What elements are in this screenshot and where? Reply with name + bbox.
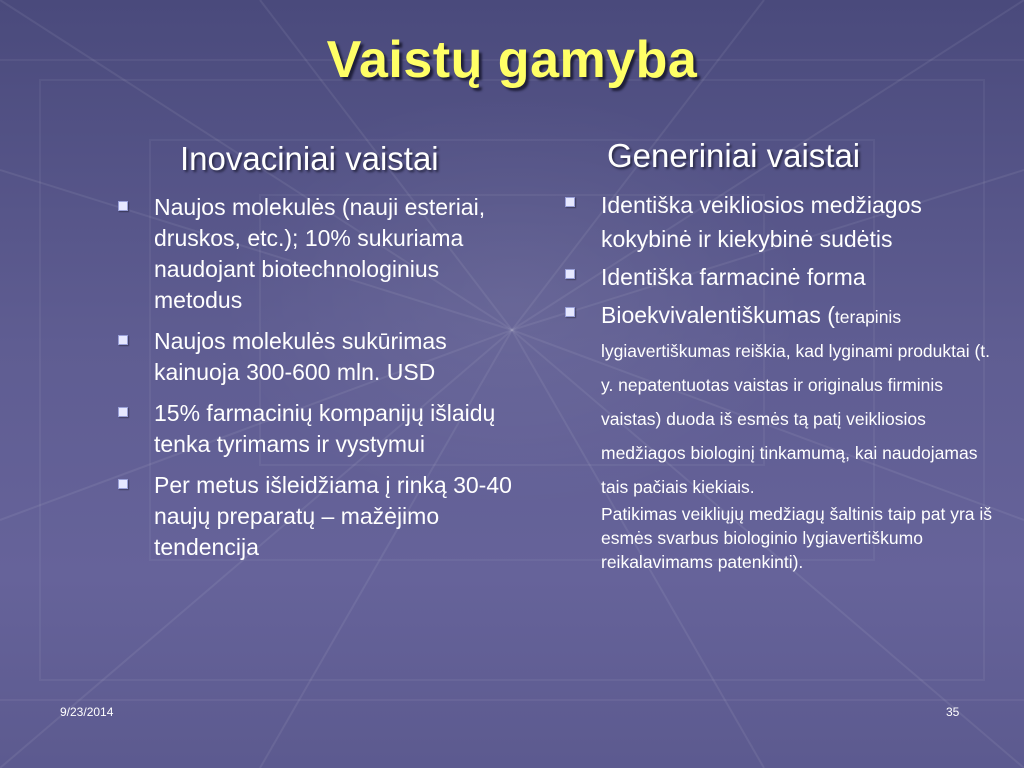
left-bullet-list bbox=[116, 192, 516, 573]
slide-number: 35 bbox=[946, 705, 960, 719]
bioequivalence-detail-2: Patikimas veikliųjų medžiagų šaltinis taip pat yra iš esmės svarbus biologinio lygiavertiškumo reikalavimams patenkinti). bbox=[601, 504, 992, 572]
square-bullet-icon bbox=[565, 269, 575, 279]
bioequivalence-label: Bioekvivalentiškumas ( bbox=[601, 302, 835, 328]
right-column-heading: Generiniai vaistai bbox=[607, 137, 861, 174]
list-item-text: Naujos molekulės sukūrimas kainuoja 300-600 mln. USD bbox=[154, 328, 447, 385]
list-item bbox=[116, 398, 516, 460]
left-column-heading: Inovaciniai vaistai bbox=[180, 140, 439, 177]
list-item-text: Naujos molekulės (nauji esteriai, druskos, etc.); 10% sukuriama naudojant biotechnologinius metodus bbox=[154, 194, 486, 313]
slide-title: Vaistų gamyba bbox=[326, 31, 698, 89]
list-item-text: Identiška farmacinė forma bbox=[601, 264, 866, 290]
list-item-text: Identiška veikliosios medžiagos kokybinė ir kiekybinė sudėtis bbox=[601, 192, 922, 252]
right-bullet-list bbox=[563, 188, 993, 578]
square-bullet-icon bbox=[118, 479, 128, 489]
list-item bbox=[563, 188, 993, 256]
square-bullet-icon bbox=[565, 307, 575, 317]
list-item-text: Per metus išleidžiama į rinką 30-40 naujų preparatų – mažėjimo tendencija bbox=[154, 472, 512, 560]
list-item-text: 15% farmacinių kompanijų išlaidų tenka tyrimams ir vystymui bbox=[154, 400, 496, 457]
square-bullet-icon bbox=[565, 197, 575, 207]
square-bullet-icon bbox=[118, 407, 128, 417]
list-item bbox=[116, 470, 516, 563]
list-item bbox=[563, 260, 993, 294]
square-bullet-icon bbox=[118, 335, 128, 345]
footer-date: 9/23/2014 bbox=[60, 705, 114, 719]
list-item bbox=[563, 298, 993, 574]
bioequivalence-detail: terapinis lygiavertiškumas reiškia, kad lyginami produktai (t. y. nepatentuotas vaistas ir originalus firminis vaistas) duoda iš esmės tą patį veikliosios medžiagos biologinį tinkamumą, kai naudojamas tais pačiais kiekiais. bbox=[601, 307, 991, 497]
square-bullet-icon bbox=[118, 201, 128, 211]
list-item bbox=[116, 192, 516, 316]
list-item bbox=[116, 326, 516, 388]
